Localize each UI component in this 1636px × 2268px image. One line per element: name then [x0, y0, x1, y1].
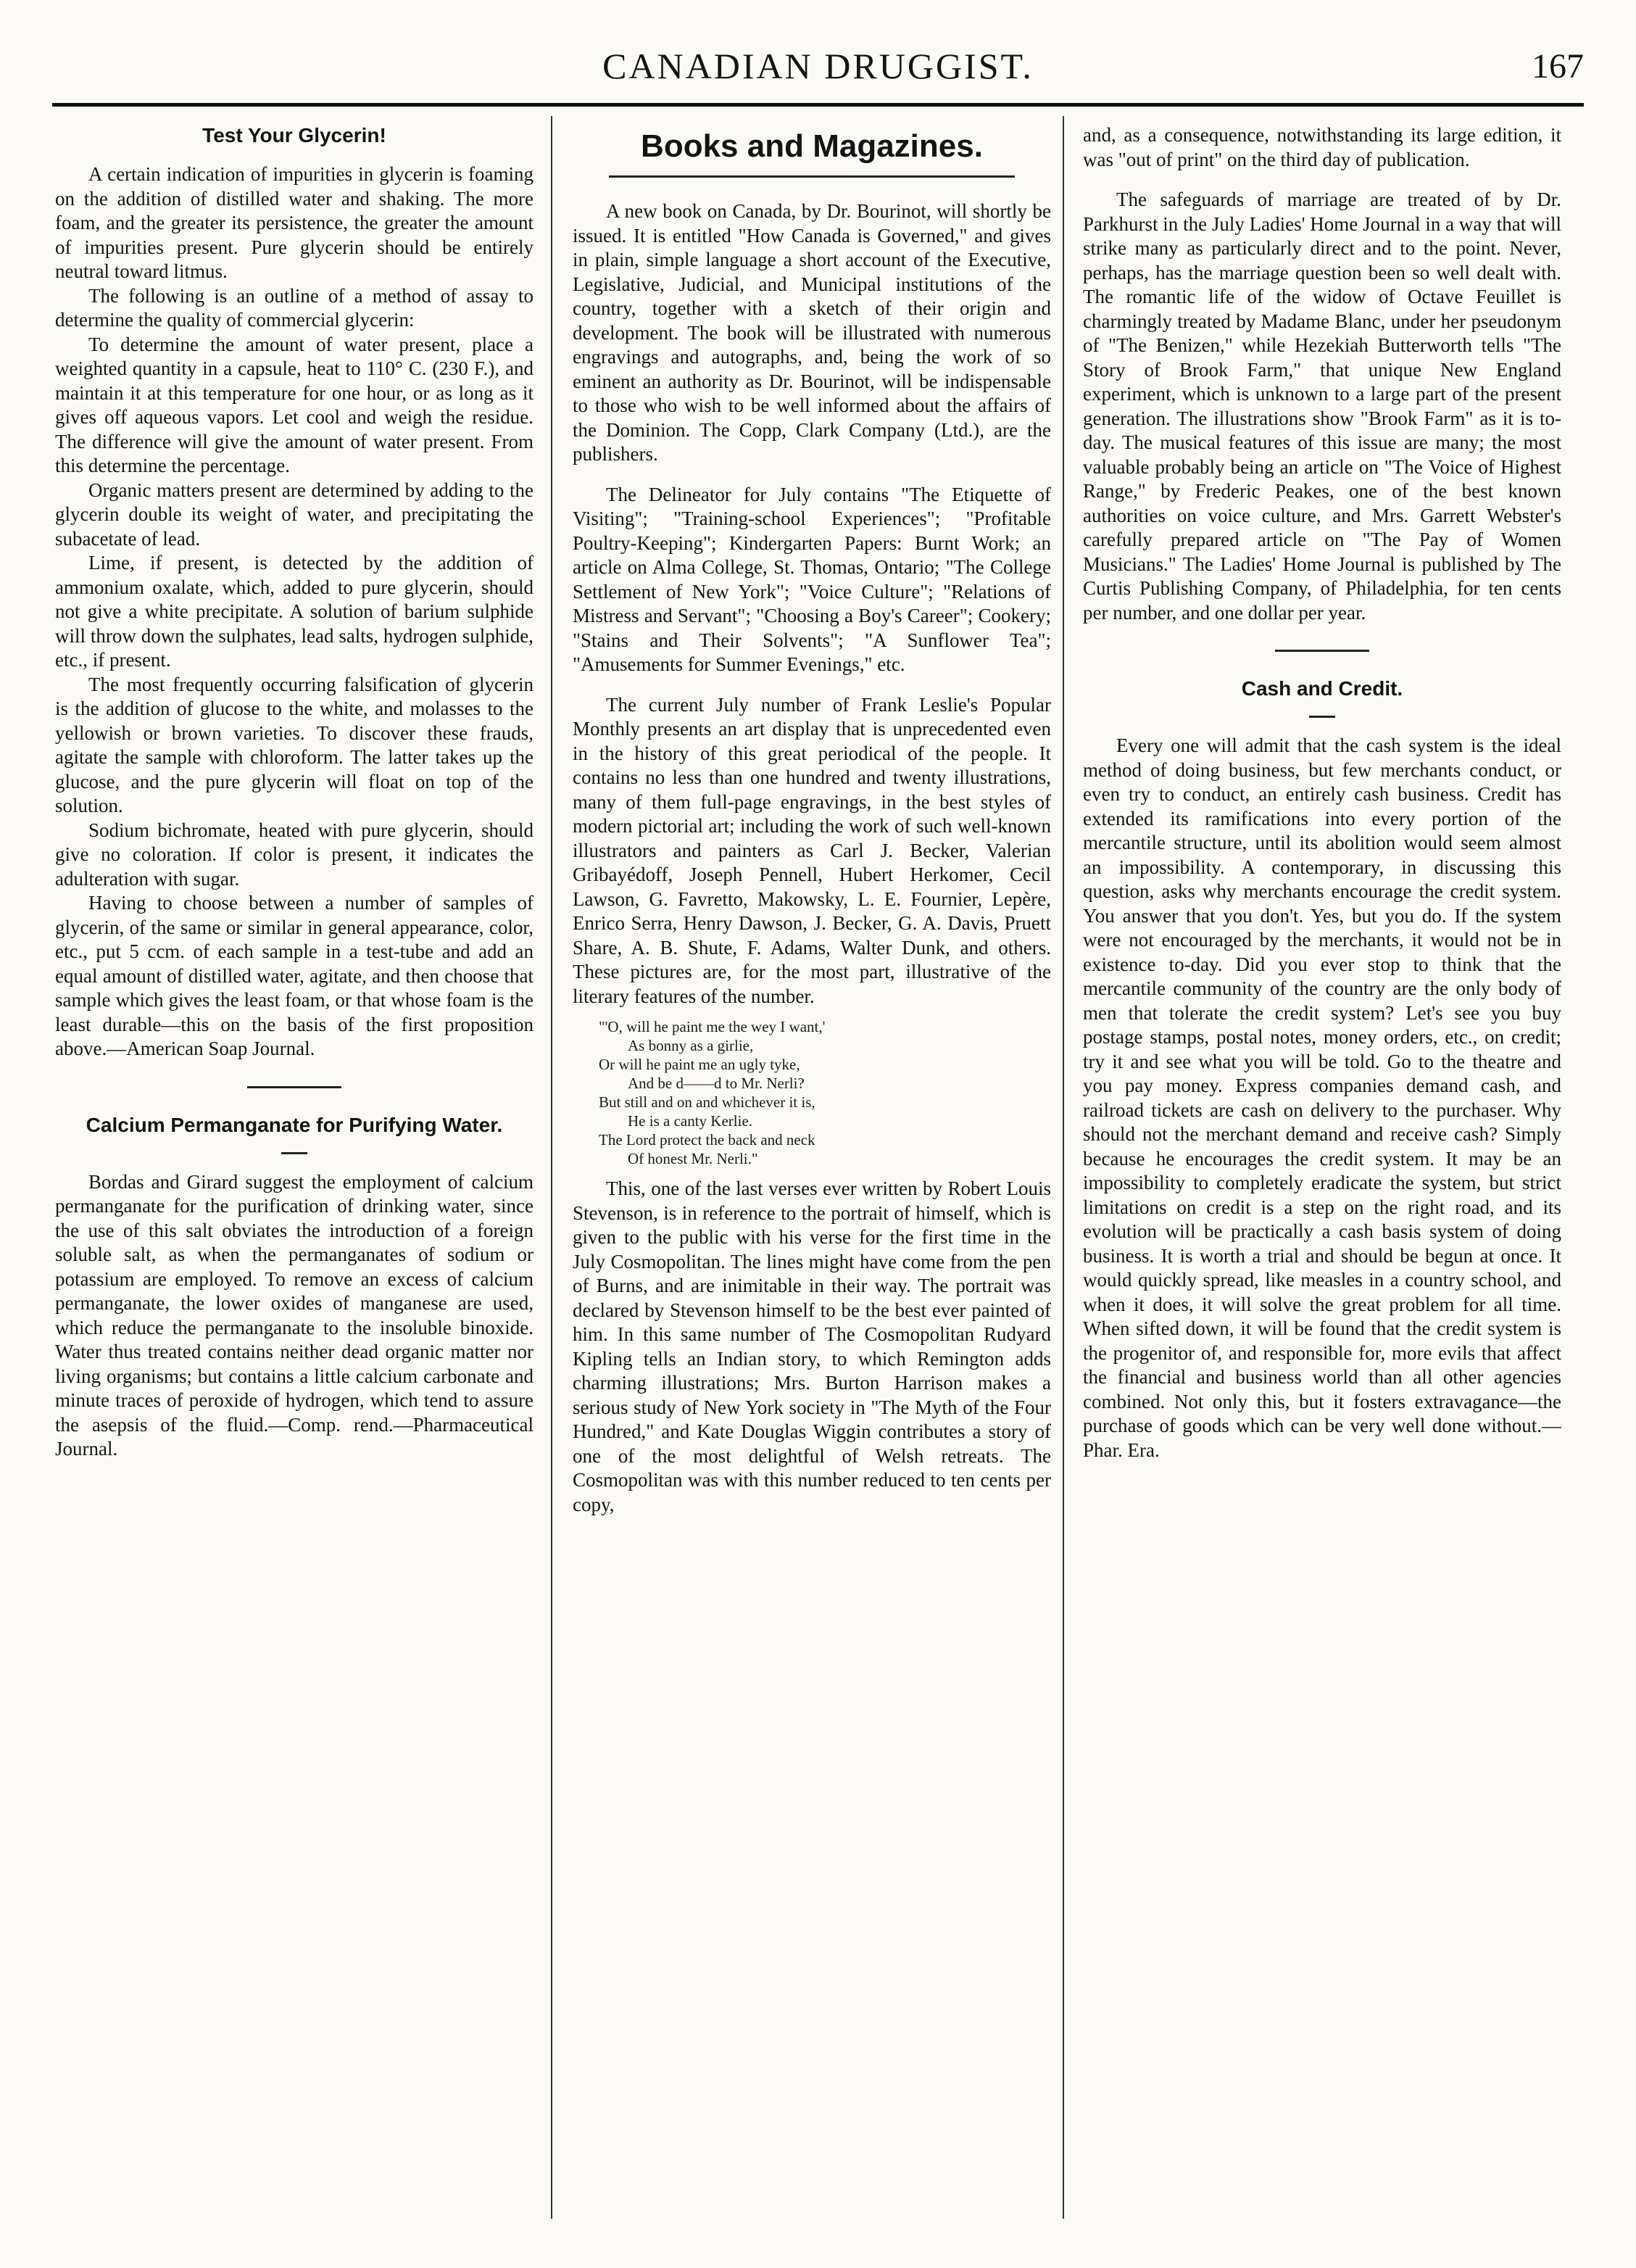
section-divider — [247, 1086, 341, 1088]
verse-line: Of honest Mr. Nerli." — [628, 1150, 758, 1167]
header-rule — [52, 103, 1584, 107]
paragraph: Having to choose between a number of samples of glycerin, of the same or similar in general appearance, color, etc., put 5 ccm. of each sample in a test-tube and add an equal amount of distilled water, agitate, and then choose that sample which gives the least foam, or that whose foam is the least durable—this on the basis of the first proposition above.—American Soap Journal. — [55, 892, 533, 1059]
verse-line: But still and on and whichever it is, — [599, 1093, 815, 1111]
paragraph: A certain indication of impurities in glycerin is foaming on the addition of distilled water and shaking. The more foam, and the greater its persistence, the greater the amount of impurities present. Pure glycerin should be entirely neutral toward litmus. — [55, 163, 533, 282]
column-middle — [573, 123, 1051, 2240]
verse-line: He is a canty Kerlie. — [628, 1112, 753, 1130]
heading-rule — [281, 1152, 307, 1154]
verse-line: The Lord protect the back and neck — [599, 1131, 815, 1149]
paragraph: This, one of the last verses ever written by Robert Louis Stevenson, is in reference to the portrait of himself, which is given to the public with his verse for the first time in the July Cosmopolitan. The lines might have come from the pen of Burns, and are inimitable in their way. The portrait was declared by Stevenson himself to be the best ever painted of him. In this same number of The Cosmopolitan Rudyard Kipling tells an Indian story, to which Remington adds charming illustrations; Mrs. Burton Harrison makes a serious study of New York society in "The Myth of the Four Hundred," and Kate Douglas Wiggin contributes a story of one of the most delightful of Welsh retreats. The Cosmopolitan was with this number reduced to ten cents per copy, — [573, 1178, 1051, 1515]
column-right — [1083, 123, 1561, 2240]
article-test-your-glycerin — [55, 123, 533, 1061]
heading-rule — [1309, 716, 1335, 718]
section-divider — [1275, 650, 1369, 652]
article-heading: Cash and Credit. — [1241, 677, 1403, 700]
paragraph: Lime, if present, is detected by the addition of ammonium oxalate, which, added to pure glycerin, should not give a white precipitate. A solution of barium sulphide will throw down the sulphates, lead salts, hydrogen sulphide, etc., if present. — [55, 552, 533, 671]
column-divider — [1063, 116, 1064, 2219]
paragraph: A new book on Canada, by Dr. Bourinot, will shortly be issued. It is entitled "How Canada is Governed," and gives in plain, simple language a short account of the Executive, Legislative, Judicial, and Municipal institutions of the country, together with a sketch of their origin and development. The book will be illustrated with numerous engravings and autographs, and, being the work of so eminent an authority as Dr. Bourinot, will be indispensable to those who wish to be well informed about the affairs of the Dominion. The Copp, Clark Company (Ltd.), are the publishers. — [573, 200, 1051, 465]
paragraph: The following is an outline of a method of assay to determine the quality of commercial glycerin: — [55, 284, 533, 331]
article-cash-and-credit — [1083, 676, 1561, 1462]
paragraph-continued: and, as a consequence, notwithstanding its large edition, it was "out of print" on the third day of publication. — [1083, 124, 1561, 170]
verse-line: "'O, will he paint me the wey I want,' — [599, 1018, 826, 1035]
page-number: 167 — [1532, 47, 1584, 86]
paragraph: Every one will admit that the cash system is the ideal method of doing business, but few merchants conduct, or even try to conduct, an entirely cash business. Credit has extended its ramifications into every portion of the mercantile structure, until its abolition would seem almost an impossibility. A contemporary, in discussing this question, asks why merchants encourage the credit system. You answer that you don't. Yes, but you do. If the system were not encouraged by the merchants, it would not be in existence to-day. Did you ever stop to think that the mercantile community of the country are the only body of men that tolerate the credit system? Let's see you buy postage stamps, postal notes, money orders, etc., on credit; try it and see what you will be told. Go to the theatre and you pay money. Express companies demand cash, and railroad tickets are cash on delivery to the purchaser. Why should not the merchant demand and receive cash? Simply because he encourages the credit system. It may be an impossibility to completely eradicate the system, but strict limitations on credit is a step on the right road, and its evolution will be practically a cash basis system of doing business. It is worth a trial and should be begun at once. It would quickly spread, like measles in a country school, and when it does, it will solve the great problem for all time. When sifted down, it will be found that the credit system is the progenitor of, and responsible for, more evils that affect the financial and business world than all other agencies combined. Not only this, but it fosters extravagance—the purchase of goods which can be very well done without.—Phar. Era. — [1083, 734, 1561, 1461]
article-heading: Calcium Permanganate for Purifying Water. — [86, 1113, 503, 1136]
heading-rule — [609, 175, 1015, 178]
paragraph: To determine the amount of water present, place a weighted quantity in a capsule, heat to 110° C. (230 F.), and maintain it at this temperature for one hour, or as long as it gives off aqueous vapors. Let cool and weigh the residue. The difference will give the amount of water present. From this determine the percentage. — [55, 333, 533, 476]
section-heading: Books and Magazines. — [641, 128, 983, 164]
column-divider — [551, 116, 552, 2219]
running-head — [52, 45, 1584, 96]
paragraph: The current July number of Frank Leslie's Popular Monthly presents an art display that is unprecedented even in the history of this great periodical of the people. It contains no less than one hundred and twenty illustrations, many of them full-page engravings, in the best styles of modern pictorial art; including the work of such well-known illustrators and painters as Carl J. Becker, Valerian Gribayédoff, Joseph Pennell, Hubert Herkomer, Cecil Lawson, G. Favretto, Makowsky, L. E. Fournier, Lepère, Enrico Serra, Henry Dawson, J. Becker, G. A. Davis, Pruett Share, A. B. Shute, F. Adams, Walter Dunk, and others. These pictures are, for the most part, illustrative of the literary features of the number. — [573, 693, 1051, 1007]
verse-line: Or will he paint me an ugly tyke, — [599, 1056, 800, 1073]
running-title: CANADIAN DRUGGIST. — [602, 46, 1034, 86]
verse-line: As bonny as a girlie, — [628, 1037, 754, 1054]
paragraph: The safeguards of marriage are treated of by Dr. Parkhurst in the July Ladies' Home Journal in a way that will strike many as particularly direct and to the point. Never, perhaps, has the marriage question been so well dealt with. The romantic life of the widow of Octave Feuillet is charmingly treated by Madame Blanc, under her pseudonym of "The Benizen," while Hezekiah Butterworth tells "The Story of Brook Farm," that unique New England experiment, which is unknown to a large part of the present generation. The illustrations show "Brook Farm" as it is to-day. The musical features of this issue are many; the most valuable probably being an article on "The Voice of Highest Range," by Frederic Peakes, one of the best known authorities on voice culture, and Mrs. Garrett Webster's carefully prepared article on "The Pay of Women Musicians." The Ladies' Home Journal is published by The Curtis Publishing Company, of Philadelphia, for ten cents per number, and one dollar per year. — [1083, 189, 1561, 624]
column-left — [55, 123, 533, 2240]
article-heading: Test Your Glycerin! — [202, 124, 386, 146]
paragraph: The Delineator for July contains "The Etiquette of Visiting"; "Training-school Experiences"; "Profitable Poultry-Keeping"; Kindergarten Papers: Burnt Work; an article on Alma College, St. Thomas, Ontario; "The College Settlement of New York"; "Voice Culture"; "Relations of Mistress and Servant"; "Choosing a Boy's Career"; Cookery; "Stains and Their Solvents"; "A Sunflower Tea"; "Amusements for Summer Evenings," etc. — [573, 483, 1051, 675]
paragraph: Sodium bichromate, heated with pure glycerin, should give no coloration. If color is present, it indicates the adulteration with sugar. — [55, 819, 533, 890]
verse-quote — [599, 1017, 1051, 1168]
article-calcium-permanganate — [55, 1113, 533, 1462]
paragraph: The most frequently occurring falsification of glycerin is the addition of glucose to the white, and molasses to the yellowish or brown varieties. To discover these frauds, agitate the sample with chloroform. The latter takes up the glucose, and the pure glycerin will float on top of the solution. — [55, 673, 533, 816]
paragraph: Bordas and Girard suggest the employment of calcium permanganate for the purification of drinking water, since the use of this salt obviates the introduction of a foreign soluble salt, as when the permanganates of sodium or potassium are employed. To remove an excess of calcium permanganate, the lower oxides of manganese are used, which reduce the permanganate to the insoluble binoxide. Water thus treated contains neither dead organic matter nor living organisms; but contains a little calcium carbonate and minute traces of peroxide of hydrogen, which tend to assure the asepsis of the fluid.—Comp. rend.—Pharmaceutical Journal. — [55, 1170, 533, 1460]
verse-line: And be d——d to Mr. Nerli? — [628, 1075, 805, 1092]
paragraph: Organic matters present are determined by adding to the glycerin double its weight of water, and precipitating the subacetate of lead. — [55, 479, 533, 550]
